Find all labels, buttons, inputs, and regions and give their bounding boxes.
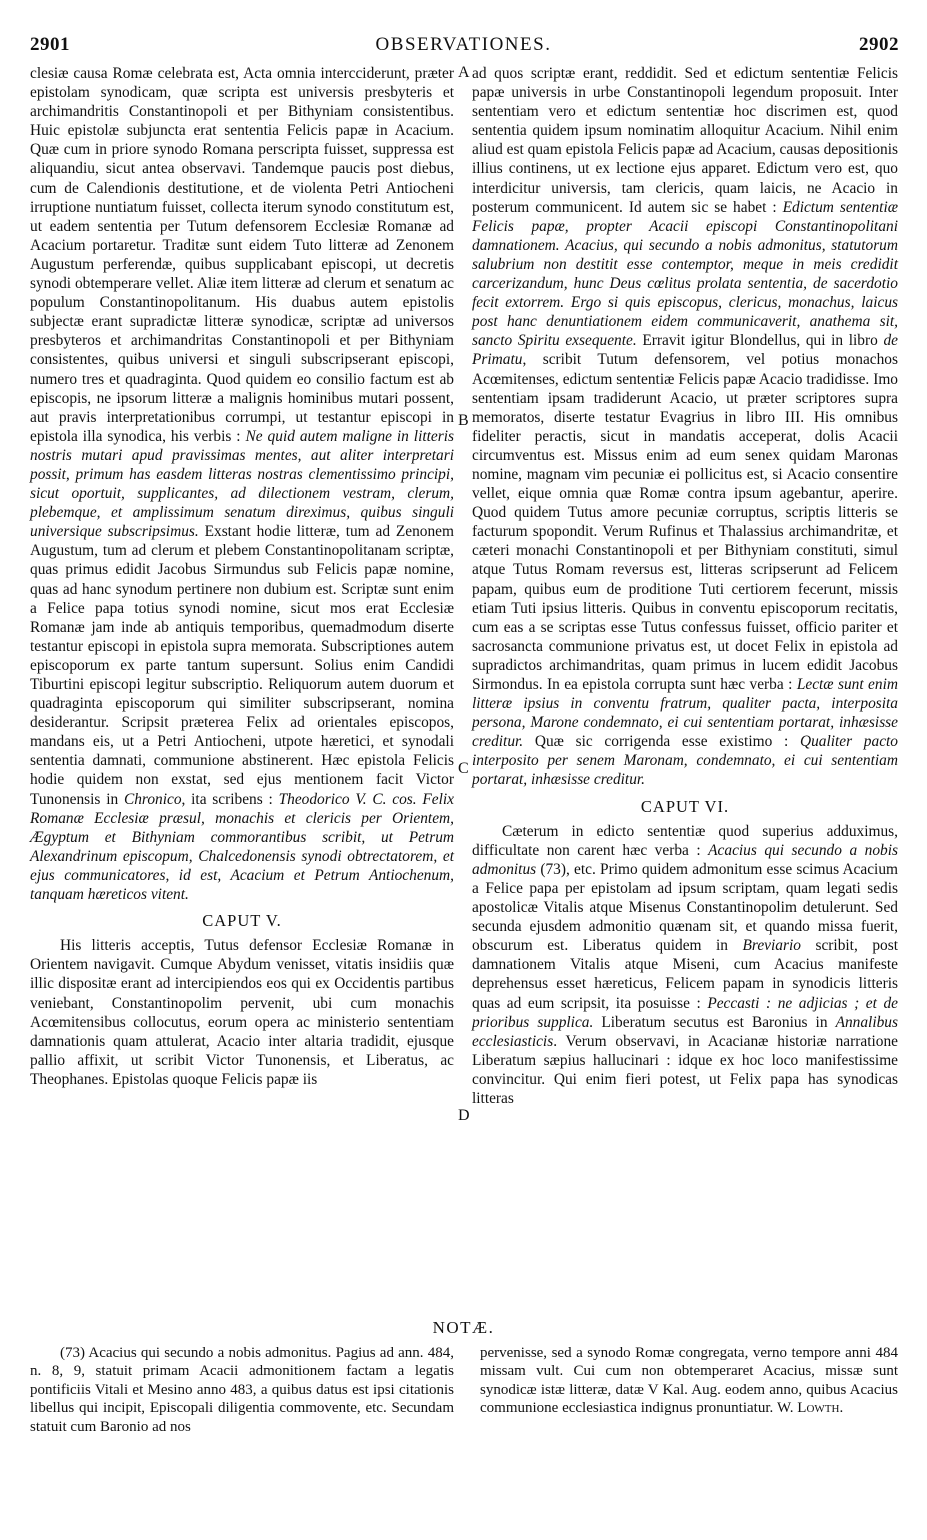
text-run: . Verum observavi, in Acacianæ historiæ narratione Liberatum sæpius hallucinari : idque ex hoc loco manifestissime convincitur. Qui enim fieri potest, ut Felix papa has synodicas litteras xyxy=(472,1032,898,1107)
chapter-heading-v: CAPUT V. xyxy=(202,911,282,931)
page-number-right: 2902 xyxy=(859,34,899,55)
notes-heading: NOTÆ. xyxy=(432,1318,495,1337)
note-number: (73) xyxy=(60,1345,85,1361)
running-title: OBSERVATIONES. xyxy=(375,34,552,55)
left-paragraph-1 xyxy=(30,64,454,904)
text-run: Pagius ad ann. 484, n. 8, 9, statuit primam Acacii admonitionem factam a legatis pontificiis Vitali et Mesino anno 483, a quibus datus est ipsi citationis libellus qui incipit, xyxy=(30,1345,454,1417)
quotation: Lectæ sunt enim litteræ ipsius in conventu fratrum, qualiter pacta, interposita persona, Marone condemnato, ei cui sententiam portarat, inhæsisse creditur. xyxy=(472,676,898,751)
text-run: , scribit Tutum defensorem, vel potius monachos Acœmitenses, edictum sententiæ Felicis papæ Acacio tradidisse. Imo sententiam ipsam tradiderunt Acacio, ut præter scriptores supra memoratos, diserte testatur Evagrius in libro III. His omnibus fideliter peractis, sicut in mandatis acceperat, dolis Acacii circumventus est. Missus enim ad eum senex quidam Maronas nomine, magnam vim pecuniæ ei pollicitus est, si Acacio consentire vellet, eique omnia quæ Romæ contra ipsum agebantur, aperire. Quod quidem Tutus amore pecuniæ corruptus, scriptis litteris se facturum spopondit. Verum Rufinus et Thalassius archimandritæ, et cæteri monachi Constantinopoli et per Bithyniam constituti, simul atque Tutus Romam reversus est, litteras scripserunt ad Felicem papam, quibus eum de proditione Tuti certiorem fecerunt, missis etiam Tuti ipsius litteris. Quibus in conventu episcoporum recitatis, cum eas a se scriptas esse Tutus confessus fuisset, officio pariter et sacrosancta communione privatus est, ut docet Felix in epistola ad supradictos archimandritas, quam primus in lucem edidit Jacobus Sirmondus. In ea epistola corrupta sunt hæc verba : xyxy=(472,351,898,693)
book-title: Breviario xyxy=(742,937,801,955)
left-paragraph-2: His litteris acceptis, Tutus defensor Ecclesiæ Romanæ in Orientem navigavit. Cumque Abydum venisset, vitatis insidiis quæ illic dispositæ erant ad intercipiendos eos qui ex Occidentis partibus veniebant, Constantinopolim pervenit, ubi cum monachis Acœmitensibus collocutus, eorum opera ac ministerio sententiam damnationis quam attulerat, Acacio inter altaria tradidit, ejusque pallio affixit, ut scribit Victor Tunonensis, et Liberatus, ac Theophanes. Epistolas quoque Felicis papæ iis xyxy=(30,937,454,1088)
quotation: Qualiter pacto interposito per senem Maronam, condemnato, ei cui sententiam portarat, inhæsisse creditur. xyxy=(472,733,898,789)
right-paragraph-2 xyxy=(472,822,898,1108)
margin-letter-b: B xyxy=(458,412,469,429)
right-column xyxy=(472,64,898,1108)
text-run: Quæ sic corrigenda esse existimo : xyxy=(534,733,789,751)
text-run: Erravit igitur Blondellus, qui in libro xyxy=(642,332,878,350)
note-lemma: Acacius qui secundo a nobis admonitus. xyxy=(88,1345,332,1361)
text-run: clesiæ causa Romæ celebrata est, Acta omnia intercciderunt, præter epistolam synodicam, quæ scripta est universis presbyteris et archimandritis Constantinopoli et per Bithyniam consistentibus. Huic epistolæ subjuncta erat sententia Felicis papæ in Acacium. Quæ cum in priore synodo Romana perscripta fuisset, suppressa est aliquandiu, sicut antea observavi. Tandemque paucis post diebus, cum de Calendionis destitutione, et de violenta Petri Antiocheni irruptione nuntiatum fuisset, collecta iterum synodo constitutum est, ut eadem sententia per Tutum defensorem Ecclesiæ Romanæ ad Acacium portaretur. Traditæ sunt eidem Tuto litteræ ad Zenonem Augustum perferendæ, quibus supplicabant episcopi, ut decretis synodi obtemperare vellet. Aliæ item litteræ ad clerum et senatum ac populum Constantinopolitanum. His duabus autem epistolis subjectæ erant supradictæ litteræ synodicæ, scriptæ ad universos presbyteros et archimandritas Constantinopoli et per Bithyniam consistentes, quibus universi et singuli subscripserant episcopi, numero tres et quadraginta. Quod quidem eo consilio factum est ab episcopis, ne ipsorum litteræ a malignis hominibus mutari possent, aut pravis interpretationibus corrumpi, ut testantur episcopi in epistola illa synodica, his verbis : xyxy=(30,65,454,445)
text-run: Cæterum in edicto sententiæ quod superius adduximus, difficultate non carent hæc verba : xyxy=(472,822,898,859)
note-73-continued xyxy=(480,1344,898,1418)
text-run: Exstant hodie litteræ, tum ad Zenonem Augustum, tum ad clerum et plebem Constantinopolitanam scriptæ, quas primus edidit Jacobus Sirmundus sub Felicis papæ nomine, quas ad hanc synodum pertinere non dubium est. Scriptæ sunt enim a Felice papa totius synodi nomine, sicut mos erat Ecclesiæ Romanæ jam inde ab antiquis temporibus, quemadmodum diserte testantur episcopi in epistola supra memorata. Subscriptiones autem episcoporum ex parte tantum supersunt. Solius enim Candidi Tiburtini episcopi legitur subscriptio. Reliquorum autem duorum et quadraginta episcoporum qui similiter subscripserant, nomina desiderantur. Scripsit præterea Felix ad orientales episcopos, mandans eis, ut a Petri Antiocheni, utpote hæretici, et synodali sententia damnati, communione abstinerent. Hæc epistola Felicis hodie quidem non exstat, sed ejus mentionem facit Victor Tunonensis in xyxy=(30,523,454,808)
book-title: Annalibus ecclesiasticis xyxy=(472,1013,898,1050)
margin-letter-c: C xyxy=(458,760,469,777)
text-run: , ita scribens : xyxy=(181,790,273,808)
text-run: scribit, post damnationem Vitalis atque Miseni, cum Acacius manifeste deprehensus esset hæreticus, Felicem papam in synodicis litteris quas ad eum scripsit, ita posuisse : xyxy=(472,937,898,1012)
page-number-left: 2901 xyxy=(30,34,70,55)
quotation: Acacius qui secundo a nobis admonitus xyxy=(472,841,898,878)
text-run: pervenisse, sed a synodo Romæ congregata, verno tempore anni 484 missam vult. Cui cum non obtemperaret Acacius, missæ sunt synodicæ istæ litteræ, datæ V Kal. Aug. eodem anno, quibus Acacius communione ecclesiastica indignus pronuntiatur. xyxy=(480,1345,898,1417)
quotation: Ne quid autem maligne in litteris nostris mutari apud pravissimas mentes, aut aliter interpretari possit, primum has easdem litteras nostras clementissimo principi, sicut oportuit, supplicantes, ad dilectionem vestram, clerum, plebemque, et amplissimum senatum direximus, quibus singuli universique subscripsimus. xyxy=(30,427,454,541)
text-run: ad quos scriptæ erant, reddidit. Sed et edictum sententiæ Felicis papæ universis in urbe Constantinopoli legendum proposuit. Inter sententiam vero et edictum sententiæ hoc discrimen est, quod sententia quidem ipsum nominatim alloquitur Acacium. Nihil enim aliud est quam epistola Felicis papæ ad Acacium, causas depositionis illius continens, ut ex lectione ejus apparet. Edictum vero est, quo interdicitur universis, tam clericis, quam laicis, ne Acacio in posterum communicent. Id autem sic se habet : xyxy=(472,65,898,216)
text-run: Liberatum secutus est Baronius in xyxy=(601,1013,828,1031)
margin-letter-d: D xyxy=(458,1107,470,1124)
quotation: Peccasti : ne adjicias ; et de prioribus supplica. xyxy=(472,994,898,1031)
text-run: , etc. Secundam statuit cum Baronio ad nos xyxy=(30,1400,454,1435)
book-title: Chronico xyxy=(123,790,182,808)
book-title: de Primatu xyxy=(472,332,898,369)
chapter-heading-vi: CAPUT VI. xyxy=(640,796,730,816)
note-73 xyxy=(30,1344,454,1436)
margin-letter-a: A xyxy=(458,64,470,81)
notes-right-column xyxy=(480,1344,898,1418)
left-column xyxy=(30,64,454,1089)
text-run: (73), etc. Primo quidem admonitum esse scimus Acacium a Felice papa per epistolam ad ipsum scriptam, quam legati sedis apostolicæ Vitalis atque Misenus Constantinopolim detulerunt. Sed secunda ejusdem admonitio quænam sit, et quando missa fuerit, obscurum est. Liberatus quidem in xyxy=(472,860,898,955)
right-paragraph-1 xyxy=(472,64,898,790)
quotation: Theodorico V. C. cos. Felix Romanæ Ecclesiæ præsul, monachis et clericis per Orientem, Ægyptum et Bithyniam commorantibus scribit, ut Petrum Alexandrinum episcopum, Chalcedonensis synodi obtrectatorem, et ejus communicatores, id est, Acacium et Petrum Antiochenum, tanquam hæreticos vitent. xyxy=(30,790,454,904)
quotation: Edictum sententiæ Felicis papæ, propter Acacii episcopi Constantinopolitani damnationem. Acacius, qui secundo a nobis admonitus, statutorum salubrium non destitit esse contemptor, meque in meis credidit carcerizandum, hunc Deus cœlitus prolata sententia, de sacerdotio fecit extorrem. Ergo si quis episcopus, clericus, monachus, laicus post hanc denuntiationem eidem communicaverit, anathema sit, sancto Spiritu exsequente. xyxy=(472,198,898,350)
note-signature: W. Lowth. xyxy=(777,1400,844,1417)
notes-left-column xyxy=(30,1344,454,1436)
quotation: Episcopali diligentia commovente xyxy=(149,1400,357,1417)
